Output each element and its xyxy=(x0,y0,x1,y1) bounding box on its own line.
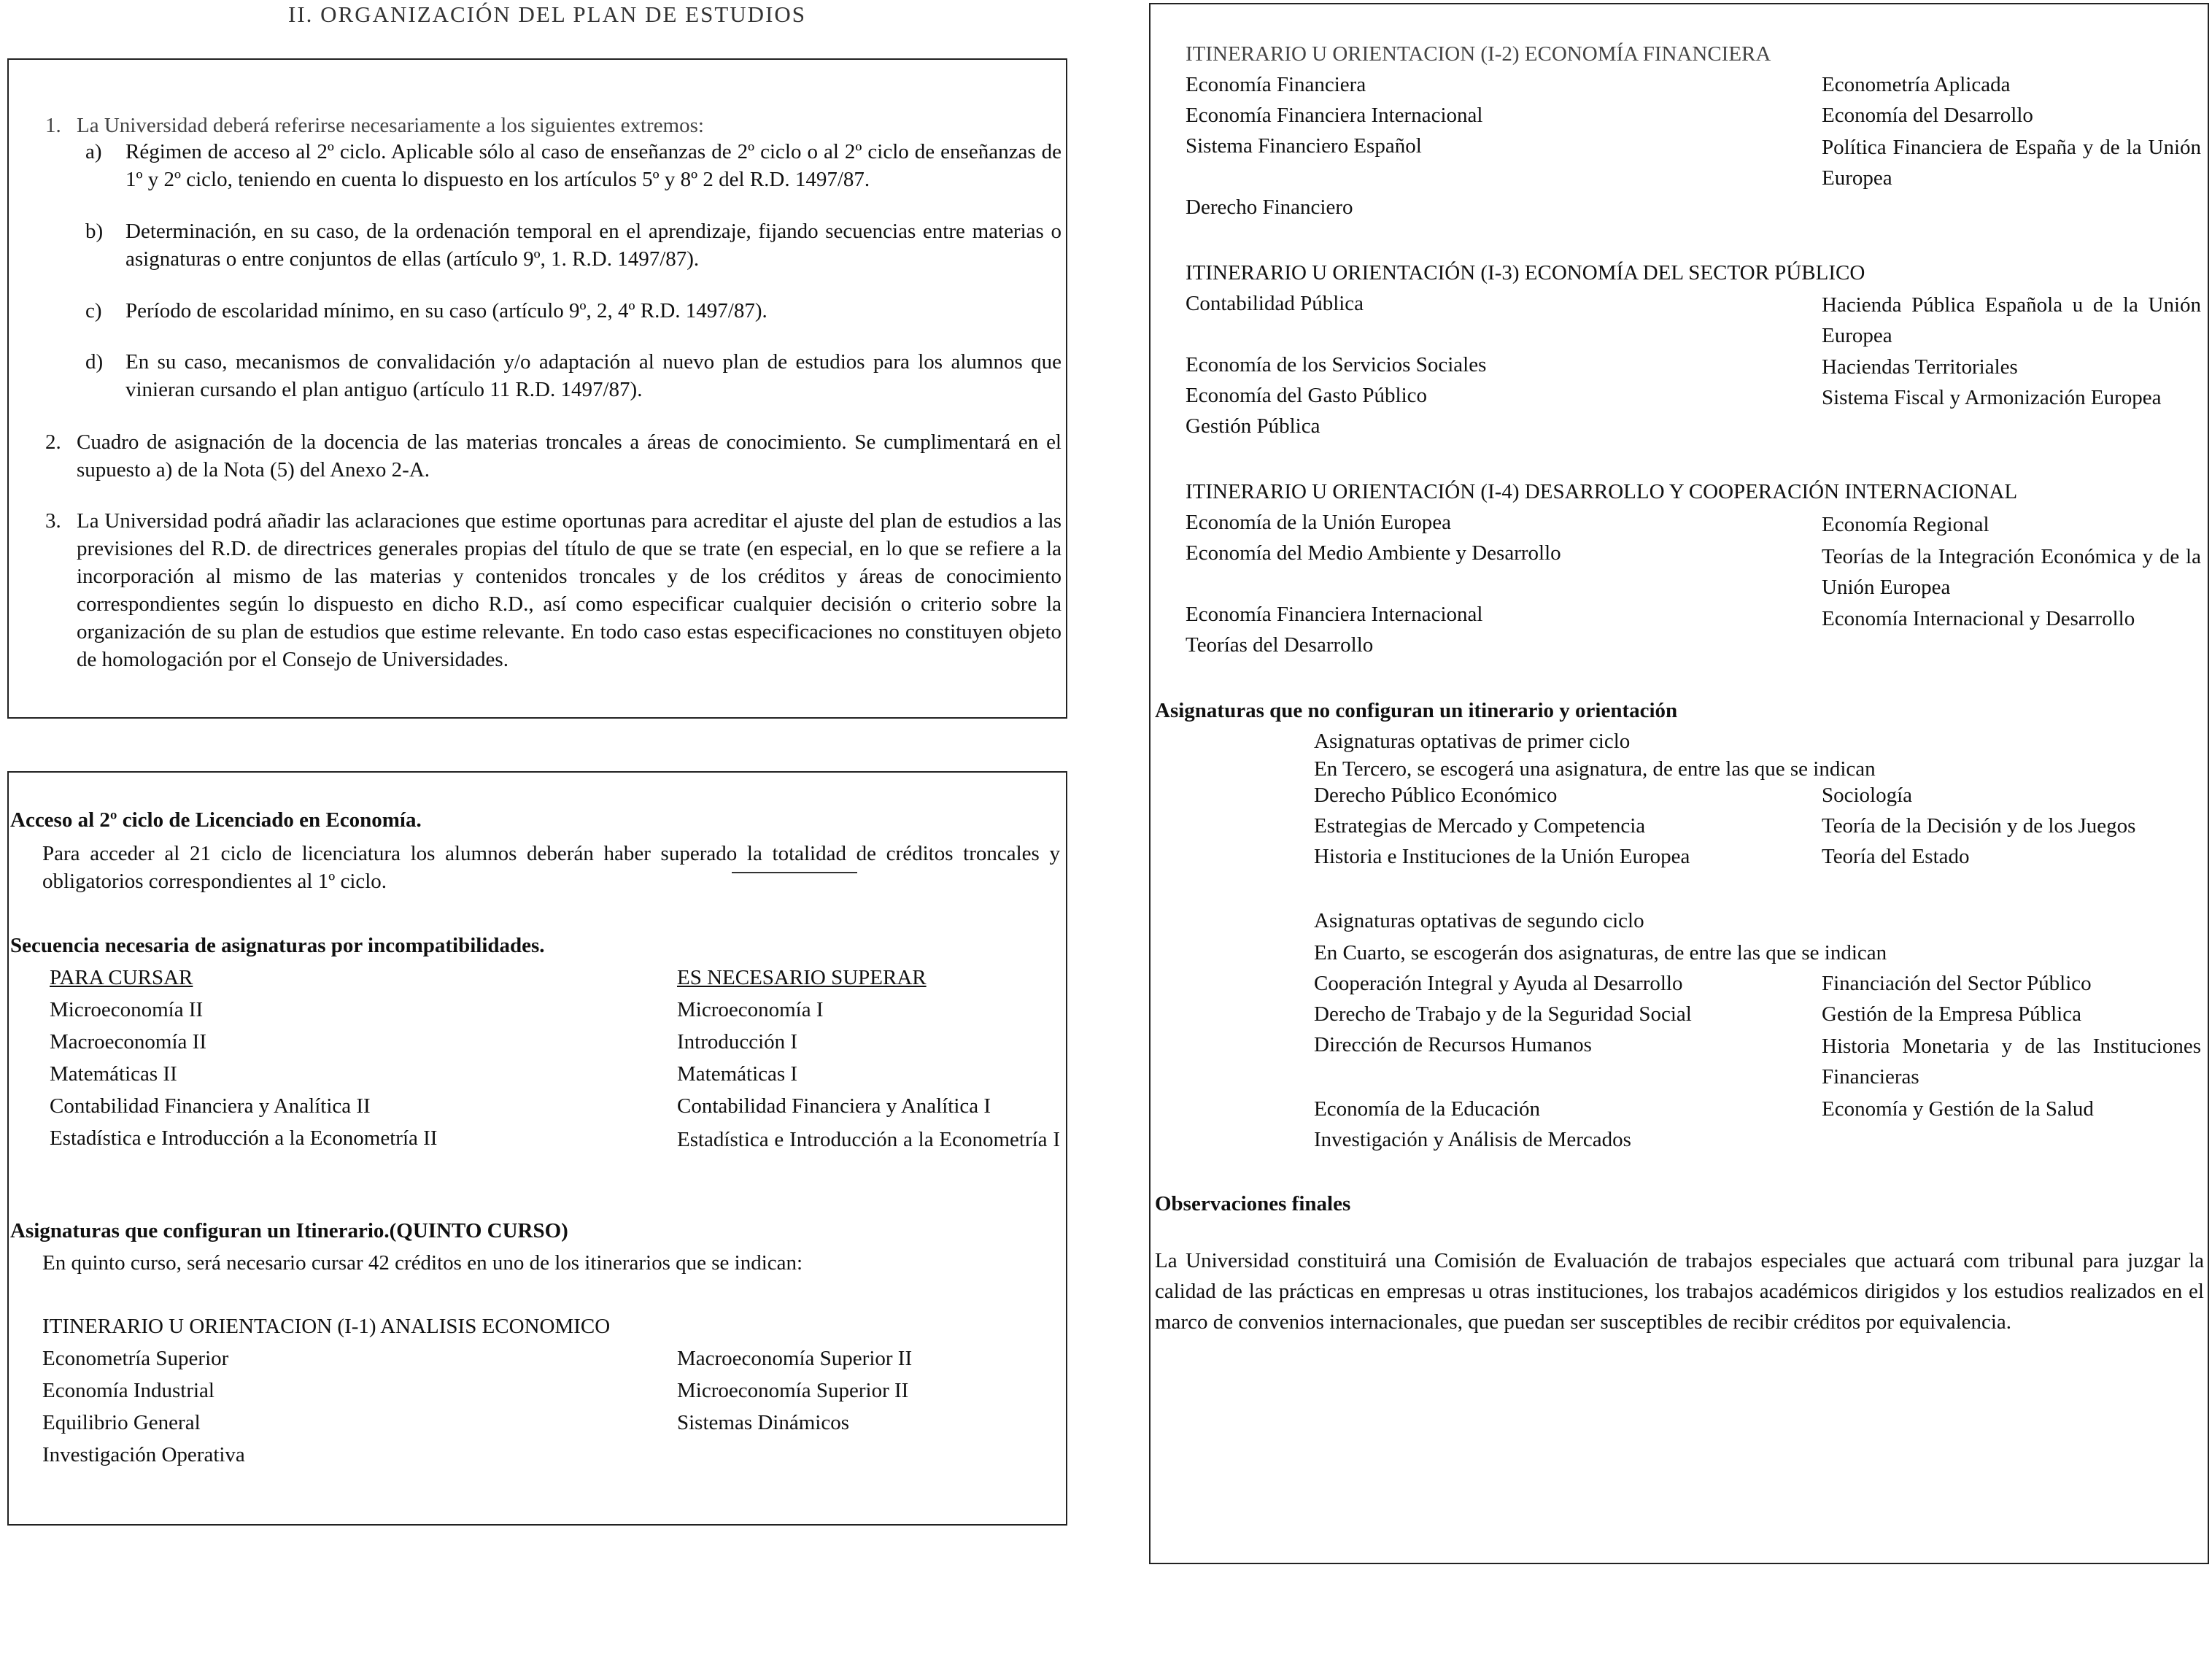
i1-subject: Economía Industrial xyxy=(42,1379,214,1402)
i4-subject: Teorías del Desarrollo xyxy=(1186,633,1374,657)
i3-subject: Gestión Pública xyxy=(1186,414,1320,438)
i2-subject: Econometría Aplicada xyxy=(1822,73,2011,96)
i3-subject: Economía de los Servicios Sociales xyxy=(1186,353,1487,376)
i3-subject: Economía del Gasto Público xyxy=(1186,384,1428,407)
subitem-letter-b: b) xyxy=(85,220,104,243)
itinerario-i1-title: ITINERARIO U ORIENTACION (I-1) ANALISIS ECONOMICO xyxy=(42,1315,611,1338)
superar-item: Estadística e Introducción a la Econometría I xyxy=(677,1128,1060,1151)
handwritten-underline xyxy=(732,872,857,873)
i1-subject: Microeconomía Superior II xyxy=(677,1379,909,1402)
optativas-primer-title: Asignaturas optativas de primer ciclo xyxy=(1314,730,1631,753)
cursar-item: Macroeconomía II xyxy=(50,1030,206,1054)
itinerario-i3-title: ITINERARIO U ORIENTACIÓN (I-3) ECONOMÍA DEL SECTOR PÚBLICO xyxy=(1186,261,1865,285)
subitem-letter-a: a) xyxy=(85,140,102,163)
segundo-subject: Financiación del Sector Público xyxy=(1822,972,2092,995)
primer-subject: Teoría de la Decisión y de los Juegos xyxy=(1822,814,2136,838)
subitem-a-text: Régimen de acceso al 2º ciclo. Aplicable sólo al caso de enseñanzas de 2º ciclo o al 2º ciclo de enseñanzas de 1º y 2º ciclo, teniendo en cuenta lo dispuesto en los artículos 5º y 8º 2 del R.D. 1497/87. xyxy=(125,140,1061,191)
acceso-text: Para acceder al 21 ciclo de licenciatura los alumnos deberán haber superado la totalidad de créditos troncales y obligatorios correspondientes al 1º ciclo. xyxy=(42,842,1060,893)
item-number-3: 3. xyxy=(45,509,61,533)
i1-subject: Sistemas Dinámicos xyxy=(677,1411,850,1434)
i4-subject: Teorías de la Integración Económica y de la Unión Europea xyxy=(1822,545,2201,599)
observaciones-heading: Observaciones finales xyxy=(1155,1192,1351,1215)
observaciones-text: La Universidad constituirá una Comisión de Evaluación de trabajos especiales que actuará com tribunal para juzgar la calidad de las prácticas en empresas u otras instituciones, los trabajos académicos dirigidos y los estudios realizados en el marco de convenios internacionales, que puedan ser susceptibles de recibir créditos por equivalencia. xyxy=(1155,1249,2204,1334)
para-cursar-header: PARA CURSAR xyxy=(50,966,193,989)
es-necesario-superar-header: ES NECESARIO SUPERAR xyxy=(677,966,927,989)
subitem-letter-d: d) xyxy=(85,350,104,374)
segundo-subject: Cooperación Integral y Ayuda al Desarrollo xyxy=(1314,972,1683,995)
segundo-subject: Investigación y Análisis de Mercados xyxy=(1314,1128,1631,1151)
i2-subject: Política Financiera de España y de la Unión Europea xyxy=(1822,136,2201,190)
subitem-c-text: Período de escolaridad mínimo, en su caso (artículo 9º, 2, 4º R.D. 1497/87). xyxy=(125,299,767,322)
primer-subject: Teoría del Estado xyxy=(1822,845,1970,868)
cursar-item: Estadística e Introducción a la Econometría II xyxy=(50,1126,438,1150)
optativas-segundo-intro: En Cuarto, se escogerán dos asignaturas, de entre las que se indican xyxy=(1314,941,1887,964)
acceso-heading: Acceso al 2º ciclo de Licenciado en Economía. xyxy=(10,808,422,832)
itinerarios-intro: En quinto curso, será necesario cursar 42 créditos en uno de los itinerarios que se indican: xyxy=(42,1251,803,1275)
i4-subject: Economía Internacional y Desarrollo xyxy=(1822,607,2135,630)
primer-subject: Derecho Público Económico xyxy=(1314,784,1558,807)
subitem-d-text: En su caso, mecanismos de convalidación y/o adaptación al nuevo plan de estudios para los alumnos que vinieran cursando el plan antiguo (artículo 11 R.D. 1497/87). xyxy=(125,350,1061,401)
primer-subject: Sociología xyxy=(1822,784,1913,807)
i1-subject: Econometría Superior xyxy=(42,1347,229,1370)
superar-item: Matemáticas I xyxy=(677,1062,798,1086)
segundo-subject: Gestión de la Empresa Pública xyxy=(1822,1002,2081,1026)
i4-subject: Economía Financiera Internacional xyxy=(1186,603,1483,626)
cursar-item: Matemáticas II xyxy=(50,1062,177,1086)
segundo-subject: Historia Monetaria y de las Instituciones Financieras xyxy=(1822,1035,2201,1089)
optativas-primer-intro: En Tercero, se escogerá una asignatura, de entre las que se indican xyxy=(1314,757,1876,781)
segundo-subject: Derecho de Trabajo y de la Seguridad Social xyxy=(1314,1002,1692,1026)
item3-text: La Universidad podrá añadir las aclaraciones que estime oportunas para acreditar el ajuste del plan de estudios a las previsiones del R.D. de directrices generales propias del título de que se trate (en especial, en lo que se refiere a la incorporación al mismo de las materias y contenidos troncales y de los créditos y áreas de conocimiento correspondientes según lo dispuesto en dicho R.D., así como especificar cualquier decisión o criterio sobre la organización de su plan de estudios que estime relevante. En todo caso estas especificaciones no constituyen objeto de homologación por el Consejo de Universidades. xyxy=(77,509,1061,671)
i1-subject: Macroeconomía Superior II xyxy=(677,1347,913,1370)
i2-subject: Economía del Desarrollo xyxy=(1822,104,2033,127)
i3-subject: Haciendas Territoriales xyxy=(1822,355,2018,379)
segundo-subject: Dirección de Recursos Humanos xyxy=(1314,1033,1592,1056)
i3-subject: Hacienda Pública Española u de la Unión Europea xyxy=(1822,293,2201,347)
segundo-subject: Economía de la Educación xyxy=(1314,1097,1541,1121)
superar-item: Microeconomía I xyxy=(677,998,824,1021)
i2-subject: Sistema Financiero Español xyxy=(1186,134,1422,158)
optativas-heading: Asignaturas que no configuran un itinerario y orientación xyxy=(1155,699,1678,722)
page-title: II. ORGANIZACIÓN DEL PLAN DE ESTUDIOS xyxy=(288,1,807,27)
item2-text: Cuadro de asignación de la docencia de las materias troncales a áreas de conocimiento. Se cumplimentará en el supuesto a) de la Nota (5) del Anexo 2-A. xyxy=(77,430,1061,482)
segundo-subject: Economía y Gestión de la Salud xyxy=(1822,1097,2094,1121)
i2-subject: Derecho Financiero xyxy=(1186,196,1353,219)
i4-subject: Economía del Medio Ambiente y Desarrollo xyxy=(1186,541,1561,565)
subitem-b-text: Determinación, en su caso, de la ordenación temporal en el aprendizaje, fijando secuencias entre materias o asignaturas o entre conjuntos de ellas (artículo 9º, 1. R.D. 1497/87). xyxy=(125,220,1061,271)
item-number-2: 2. xyxy=(45,430,61,454)
i4-subject: Economía de la Unión Europea xyxy=(1186,511,1451,534)
subitem-letter-c: c) xyxy=(85,299,102,322)
cursar-item: Contabilidad Financiera y Analítica II xyxy=(50,1094,371,1118)
item1-intro: La Universidad deberá referirse necesariamente a los siguientes extremos: xyxy=(77,114,704,137)
i1-subject: Equilibrio General xyxy=(42,1411,201,1434)
secuencia-heading: Secuencia necesaria de asignaturas por incompatibilidades. xyxy=(10,934,545,957)
superar-item: Introducción I xyxy=(677,1030,798,1054)
primer-subject: Estrategias de Mercado y Competencia xyxy=(1314,814,1646,838)
itinerarios-heading: Asignaturas que configuran un Itinerario.(QUINTO CURSO) xyxy=(10,1219,568,1242)
cursar-item: Microeconomía II xyxy=(50,998,204,1021)
itinerario-i4-title: ITINERARIO U ORIENTACIÓN (I-4) DESARROLLO Y COOPERACIÓN INTERNACIONAL xyxy=(1186,480,2018,503)
superar-item: Contabilidad Financiera y Analítica I xyxy=(677,1094,991,1118)
i1-subject: Investigación Operativa xyxy=(42,1443,245,1466)
i2-subject: Economía Financiera Internacional xyxy=(1186,104,1483,127)
i4-subject: Economía Regional xyxy=(1822,513,1989,536)
i2-subject: Economía Financiera xyxy=(1186,73,1366,96)
itinerario-i2-title: ITINERARIO U ORIENTACION (I-2) ECONOMÍA FINANCIERA xyxy=(1186,42,1771,66)
optativas-segundo-title: Asignaturas optativas de segundo ciclo xyxy=(1314,909,1644,932)
i3-subject: Contabilidad Pública xyxy=(1186,292,1364,315)
item-number-1: 1. xyxy=(45,114,61,137)
i3-subject: Sistema Fiscal y Armonización Europea xyxy=(1822,386,2162,409)
primer-subject: Historia e Instituciones de la Unión Europea xyxy=(1314,845,1690,868)
